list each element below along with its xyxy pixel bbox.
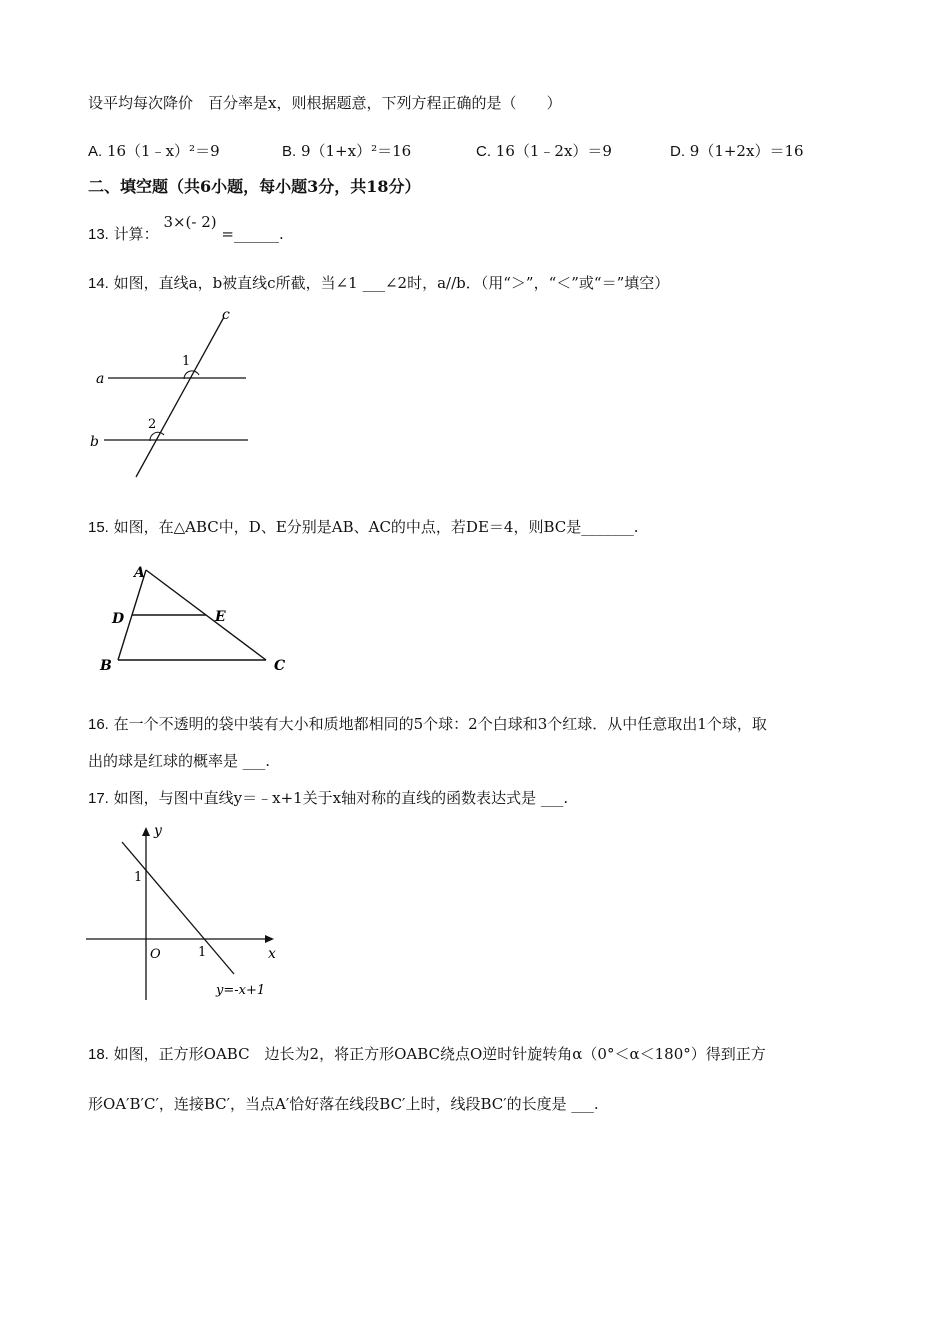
- section-title: 二、填空题（共6小题，每小题3分，共18分）: [88, 177, 421, 196]
- q16-line1: [88, 714, 767, 735]
- question-text: 如图，在△ABC中，D、E分别是AB、AC的中点，若DE＝4，则BC是_______.: [113, 518, 639, 536]
- x-axis-label: x: [268, 946, 276, 962]
- vertex-c-label: C: [274, 658, 286, 674]
- question-text: 如图，直线a，b被直线c所截，当∠1 ___∠2时，a//b．（用“＞”，“＜”或“＝”填空）: [113, 274, 670, 292]
- q15-figure: [96, 560, 296, 675]
- line-b-label: b: [90, 434, 99, 450]
- option-label: D.: [670, 143, 685, 160]
- option-label: B.: [282, 143, 297, 160]
- q12-stem: 设平均每次降价 百分率是x，则根据题意，下列方程正确的是（ ）: [88, 94, 562, 112]
- question-number: 13.: [88, 226, 109, 243]
- line-a-label: a: [96, 371, 105, 387]
- question-number: 18.: [88, 1046, 109, 1063]
- option-text: 16（1﹣x）²＝9: [106, 142, 220, 160]
- question-number: 14.: [88, 275, 109, 292]
- q13: [88, 213, 284, 245]
- point-e-label: E: [215, 609, 226, 625]
- angle-2-label: 2: [148, 417, 157, 432]
- y-tick-label: 1: [134, 870, 143, 885]
- question-text: 在一个不透明的袋中装有大小和质地都相同的5个球：2个白球和3个红球．从中任意取出1个球，取: [113, 715, 767, 733]
- q14-figure: [88, 305, 258, 485]
- option-label: A.: [88, 143, 103, 160]
- origin-label: O: [150, 947, 161, 962]
- y-axis-label: y: [154, 823, 162, 839]
- q18-line1: [88, 1044, 766, 1065]
- point-d-label: D: [112, 611, 125, 627]
- q17-figure: [86, 822, 286, 1004]
- q17: [88, 788, 568, 809]
- question-text: 计算：: [113, 225, 159, 243]
- q12-option-d: [670, 141, 804, 162]
- option-text: 16（1﹣2x）＝9: [495, 142, 612, 160]
- answer-blank: =______.: [221, 225, 284, 243]
- q16-line2: 出的球是红球的概率是 ___.: [88, 752, 271, 770]
- option-label: C.: [476, 143, 491, 160]
- vertex-a-label: A: [134, 565, 145, 581]
- line-c-label: c: [222, 307, 230, 323]
- vertex-b-label: B: [100, 658, 112, 674]
- angle-1-label: 1: [182, 354, 191, 369]
- option-text: 9（1+x）²＝16: [300, 142, 412, 160]
- q12-option-b: [282, 141, 411, 162]
- math-expression: 3×(- 2): [163, 213, 217, 231]
- q14: [88, 273, 669, 294]
- line-equation-label: y=-x+1: [216, 983, 266, 998]
- question-number: 16.: [88, 716, 109, 733]
- x-tick-label: 1: [198, 945, 207, 960]
- q18-line2: 形OA′B′C′，连接BC′，当点A′恰好落在线段BC′上时，线段BC′的长度是 ___.: [88, 1095, 599, 1113]
- question-number: 17.: [88, 790, 109, 807]
- question-text: 如图，与图中直线y＝﹣x+1关于x轴对称的直线的函数表达式是 ___.: [113, 789, 569, 807]
- q12-option-c: [476, 141, 612, 162]
- q12-option-a: [88, 141, 220, 162]
- question-number: 15.: [88, 519, 109, 536]
- question-text: 如图，正方形OABC 边长为2，将正方形OABC绕点O逆时针旋转角α（0°＜α＜180°）得到正方: [113, 1045, 766, 1063]
- option-text: 9（1+2x）＝16: [689, 142, 804, 160]
- q15: [88, 517, 639, 538]
